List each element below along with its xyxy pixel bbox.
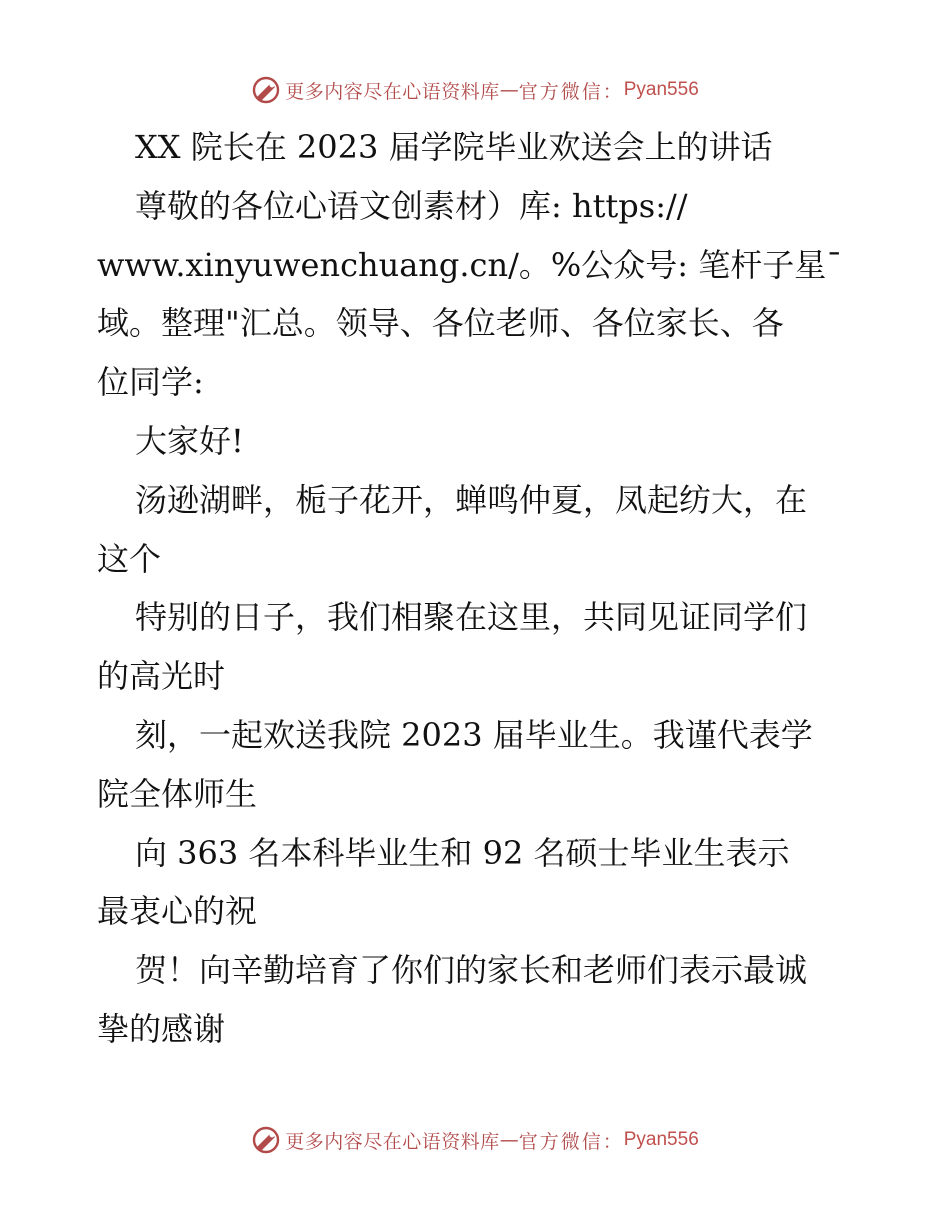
footer-banner [0,1120,950,1160]
pen-logo-icon [251,1125,281,1155]
text-line: 贺！向辛勤培育了你们的家长和老师们表示最诚 [135,951,808,990]
text-line: 挚的感谢 [97,1009,226,1048]
text-line: 最衷心的祝 [97,892,258,931]
text-line: 刻，一起欢送我院 2023 届毕业生。我谨代表学 [135,715,813,754]
text-line: 向 363 名本科毕业生和 92 名硕士毕业生表示 [135,833,790,872]
text-line: 位同学: [97,363,204,402]
text-line: 域。整理"汇总。领导、各位老师、各位家长、各 [97,304,784,343]
banner-text: 更多内容尽在心语资料库 [285,1130,500,1153]
header-banner [0,70,950,110]
banner-text: 更多内容尽在心语资料库 [285,80,500,103]
banner-dash: — [499,79,519,101]
banner-wechat-id: Pyan556 [623,79,699,100]
banner-dash: — [499,1129,519,1151]
pen-logo-icon [251,75,281,105]
text-line: 院全体师生 [97,774,258,813]
document-body [97,118,857,1059]
text-line: 汤逊湖畔，栀子花开，蝉鸣仲夏，凤起纺大，在 [135,480,808,519]
banner-wechat-label: 官方微信： [518,80,624,103]
text-line: 大家好! [135,421,244,460]
text-line: 的高光时 [97,657,226,696]
text-line: 尊敬的各位心语文创素材）库: https:// [135,186,688,225]
text-line: www.xinyuwenchuang.cn/。%公众号: 笔杆子星¯ [97,245,843,284]
text-line: 特别的日子，我们相聚在这里，共同见证同学们 [135,598,808,637]
text-line: 这个 [97,539,162,578]
document-title: XX 院长在 2023 届学院毕业欢送会上的讲话 [135,128,773,166]
banner-wechat-label: 官方微信： [518,1130,624,1153]
banner-wechat-id: Pyan556 [623,1129,699,1150]
